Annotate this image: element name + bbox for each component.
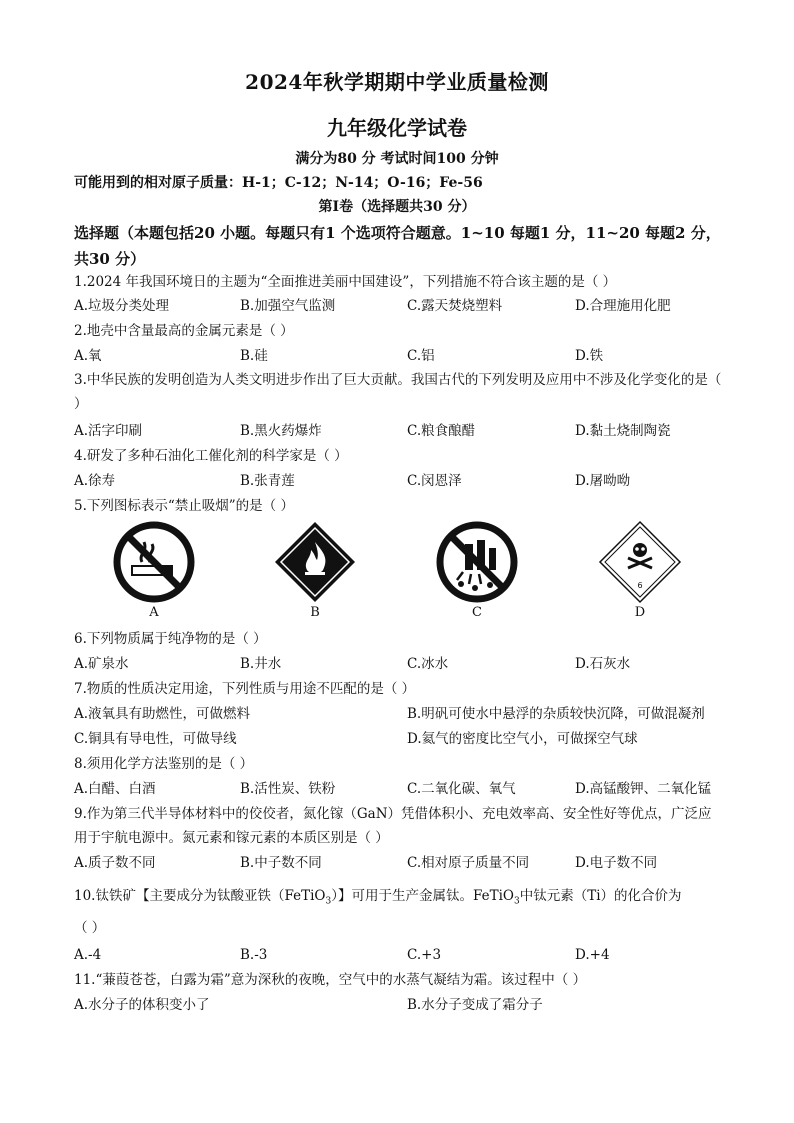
option: B.活性炭、铁粉 bbox=[240, 781, 336, 797]
no-fireworks-icon bbox=[435, 520, 519, 604]
toxic-icon bbox=[598, 520, 682, 604]
option: C.粮食酿醋 bbox=[407, 423, 476, 439]
option: D.石灰水 bbox=[575, 656, 631, 672]
option: A.活字印刷 bbox=[74, 423, 143, 439]
option: C.二氧化碳、氧气 bbox=[407, 781, 516, 797]
atomic-masses: 可能用到的相对原子质量：H-1；C-12；N-14；O-16；Fe-56 bbox=[74, 175, 483, 191]
flammable-liquid-icon bbox=[273, 520, 357, 604]
option: A.液氧具有助燃性，可做燃料 bbox=[74, 706, 251, 722]
option: B.黑火药爆炸 bbox=[240, 423, 322, 439]
option: D.氦气的密度比空气小，可做探空气球 bbox=[407, 731, 638, 747]
sign-label-a: A bbox=[149, 605, 159, 620]
question-5: 5.下列图标表示“禁止吸烟”的是（ ） bbox=[74, 498, 294, 514]
question-11: 11.“蒹葭苍苍，白露为霜”意为深秋的夜晚，空气中的水蒸气凝结为霜。该过程中（ ） bbox=[74, 972, 587, 988]
option: D.屠呦呦 bbox=[575, 473, 631, 489]
sign-label-d: D bbox=[634, 605, 646, 620]
question-8: 8.须用化学方法鉴别的是（ ） bbox=[74, 756, 254, 772]
toxic-class-number: 6 bbox=[637, 581, 643, 590]
option: A.垃圾分类处理 bbox=[74, 298, 170, 314]
option: A.白醋、白酒 bbox=[74, 781, 156, 797]
exam-subtitle: 九年级化学试卷 bbox=[327, 116, 467, 140]
option: B.明矾可使水中悬浮的杂质较快沉降，可做混凝剂 bbox=[407, 706, 705, 722]
option: B.井水 bbox=[240, 656, 282, 672]
option: B.硅 bbox=[240, 348, 268, 364]
question-2: 2.地壳中含量最高的金属元素是（ ） bbox=[74, 323, 294, 339]
option: C.铜具有导电性，可做导线 bbox=[74, 731, 237, 747]
option: A.徐寿 bbox=[74, 473, 116, 489]
question-6: 6.下列物质属于纯净物的是（ ） bbox=[74, 631, 267, 647]
sign-label-b: B bbox=[310, 605, 320, 620]
option: C.+3 bbox=[407, 947, 442, 963]
option: B.水分子变成了霜分子 bbox=[407, 997, 543, 1013]
exam-title: 2024年秋学期期中学业质量检测 bbox=[245, 70, 549, 94]
sign-label-c: C bbox=[472, 605, 482, 620]
no-smoking-icon bbox=[112, 520, 196, 604]
option: A.质子数不同 bbox=[74, 855, 156, 871]
option: C.冰水 bbox=[407, 656, 449, 672]
option: C.露天焚烧塑料 bbox=[407, 298, 503, 314]
exam-meta: 满分为80 分 考试时间100 分钟 bbox=[295, 151, 499, 167]
option: C.铝 bbox=[407, 348, 435, 364]
option: D.+4 bbox=[575, 947, 610, 963]
option: D.高锰酸钾、二氧化锰 bbox=[575, 781, 712, 797]
question-9: 9.作为第三代半导体材料中的佼佼者，氮化镓（GaN）凭借体积小、充电效率高、安全性好等优点，广泛应用于宇航电源中。氮元素和镓元素的本质区别是（ ） bbox=[74, 806, 712, 846]
option: A.-4 bbox=[74, 947, 102, 963]
option: D.合理施用化肥 bbox=[575, 298, 671, 314]
option: B.-3 bbox=[240, 947, 268, 963]
instructions: 选择题（本题包括20 小题。每题只有1 个选项符合题意。1~10 每题1 分，11~20 每题2 分，共30 分） bbox=[74, 224, 721, 268]
option: B.加强空气监测 bbox=[240, 298, 336, 314]
question-1: 1.2024 年我国环境日的主题为“全面推进美丽中国建设”，下列措施不符合该主题的是（ ） bbox=[74, 274, 617, 290]
question-4: 4.研发了多种石油化工催化剂的科学家是（ ） bbox=[74, 448, 348, 464]
option: D.铁 bbox=[575, 348, 604, 364]
question-7: 7.物质的性质决定用途，下列性质与用途不匹配的是（ ） bbox=[74, 681, 416, 697]
option: A.水分子的体积变小了 bbox=[74, 997, 210, 1013]
part-heading: 第Ⅰ卷（选择题共30 分） bbox=[318, 199, 476, 215]
option: C.闵恩泽 bbox=[407, 473, 462, 489]
question-10: 10.钛铁矿【主要成分为钛酸亚铁（FeTiO$_3$）】可用于生产金属钛。FeTiO$_3$中钛元素（Ti）的化合价为 bbox=[74, 888, 682, 907]
option: A.氧 bbox=[74, 348, 102, 364]
option: D.黏土烧制陶瓷 bbox=[575, 423, 671, 439]
option: B.张青莲 bbox=[240, 473, 295, 489]
question-10-blank: （ ） bbox=[74, 920, 106, 936]
question-3: 3.中华民族的发明创造为人类文明进步作出了巨大贡献。我国古代的下列发明及应用中不涉及化学变化的是（ ） bbox=[74, 372, 722, 412]
option: C.相对原子质量不同 bbox=[407, 855, 530, 871]
option: A.矿泉水 bbox=[74, 656, 129, 672]
option: B.中子数不同 bbox=[240, 855, 322, 871]
option: D.电子数不同 bbox=[575, 855, 658, 871]
